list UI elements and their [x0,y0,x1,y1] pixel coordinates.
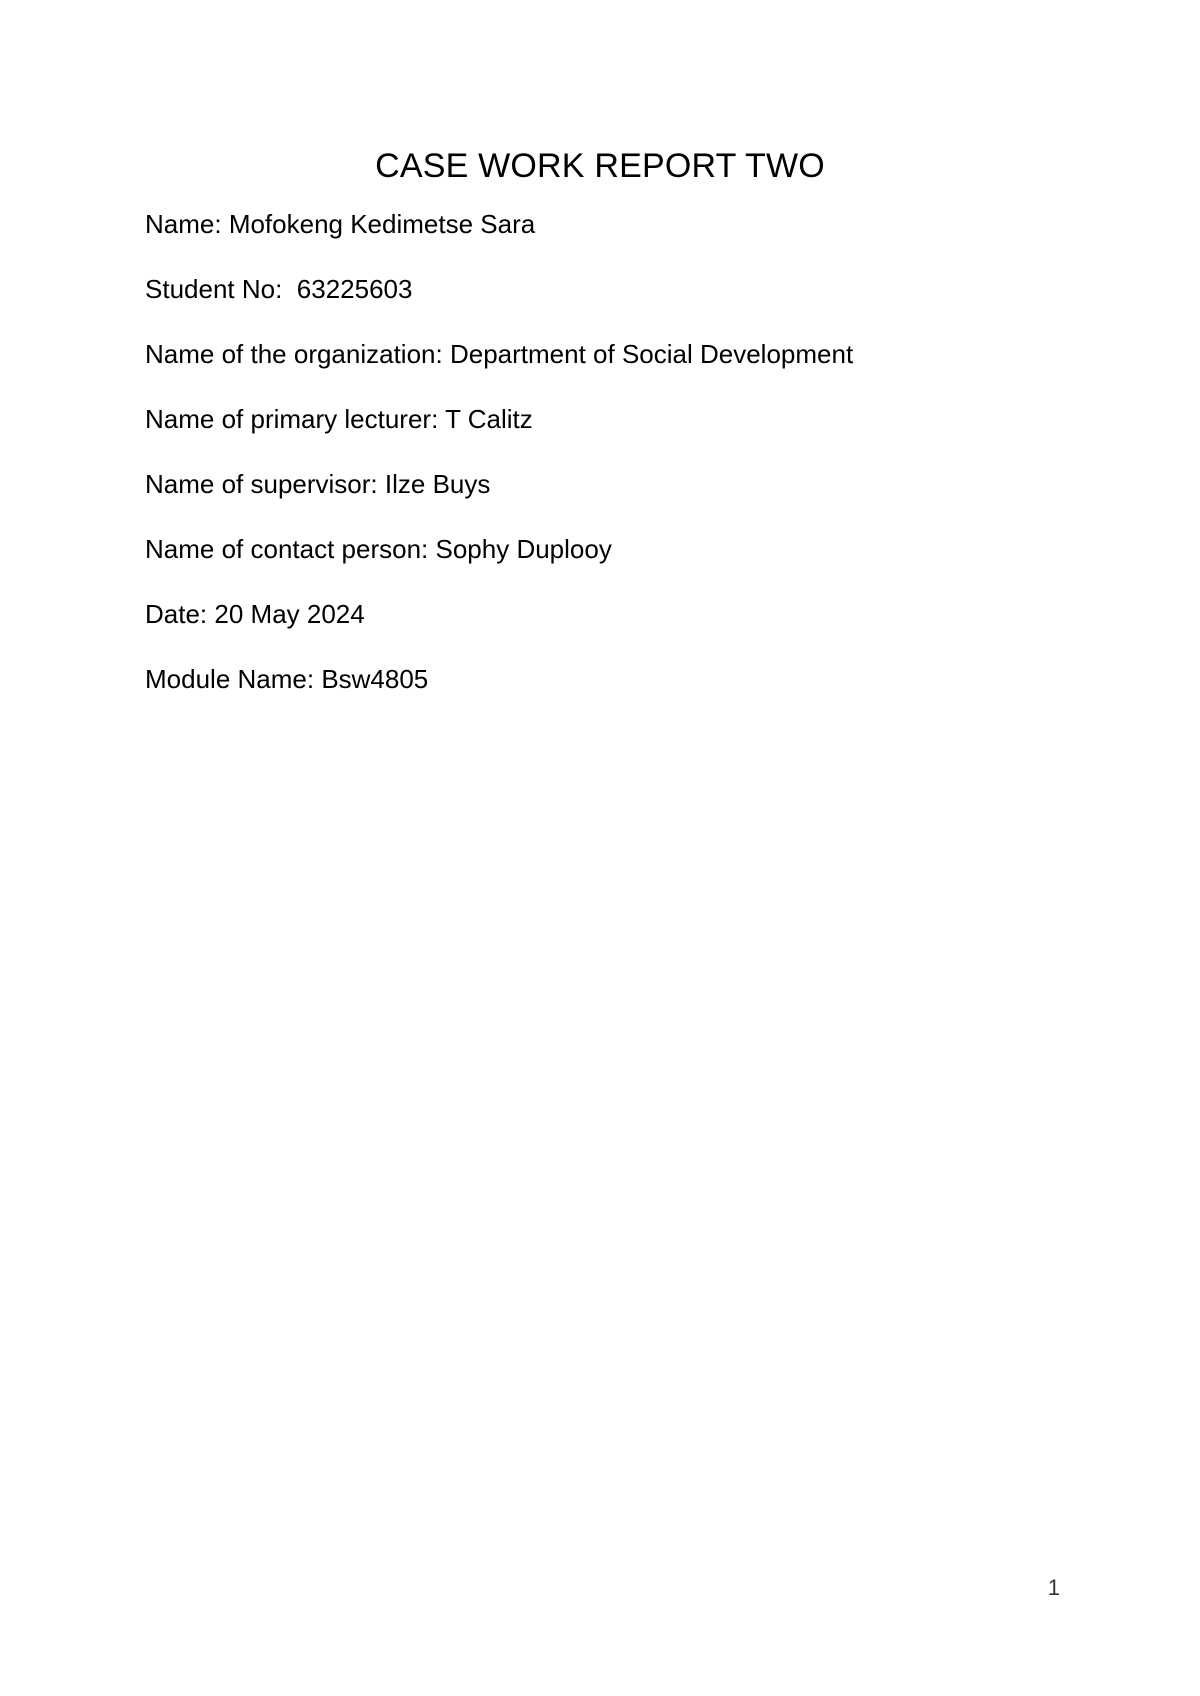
field-value: Bsw4805 [321,664,429,694]
field-label: Module Name: [145,664,315,694]
field-value: Mofokeng Kedimetse Sara [228,209,536,239]
field-name [145,207,853,272]
field-value: Ilze Buys [384,469,491,499]
field-contact-person [145,532,853,597]
field-value: Department of Social Development [449,339,854,369]
field-label: Name of contact person: [145,534,429,564]
page-number: 1 [1047,1575,1060,1600]
field-label: Date: [145,599,208,629]
field-primary-lecturer [145,402,853,467]
field-date [145,597,853,662]
field-label: Name of primary lecturer: [145,404,439,434]
field-label: Student No: [145,274,283,304]
details-list [145,207,853,727]
field-value: T Calitz [445,404,533,434]
field-module-name [145,662,853,727]
field-organization [145,337,853,402]
field-label: Name of supervisor: [145,469,378,499]
field-label: Name of the organization: [145,339,443,369]
field-label: Name: [145,209,222,239]
page-title: CASE WORK REPORT TWO [375,147,825,185]
field-value: 63225603 [289,274,413,304]
field-value: Sophy Duplooy [435,534,612,564]
field-value: 20 May 2024 [214,599,365,629]
field-supervisor [145,467,853,532]
field-student-no [145,272,853,337]
